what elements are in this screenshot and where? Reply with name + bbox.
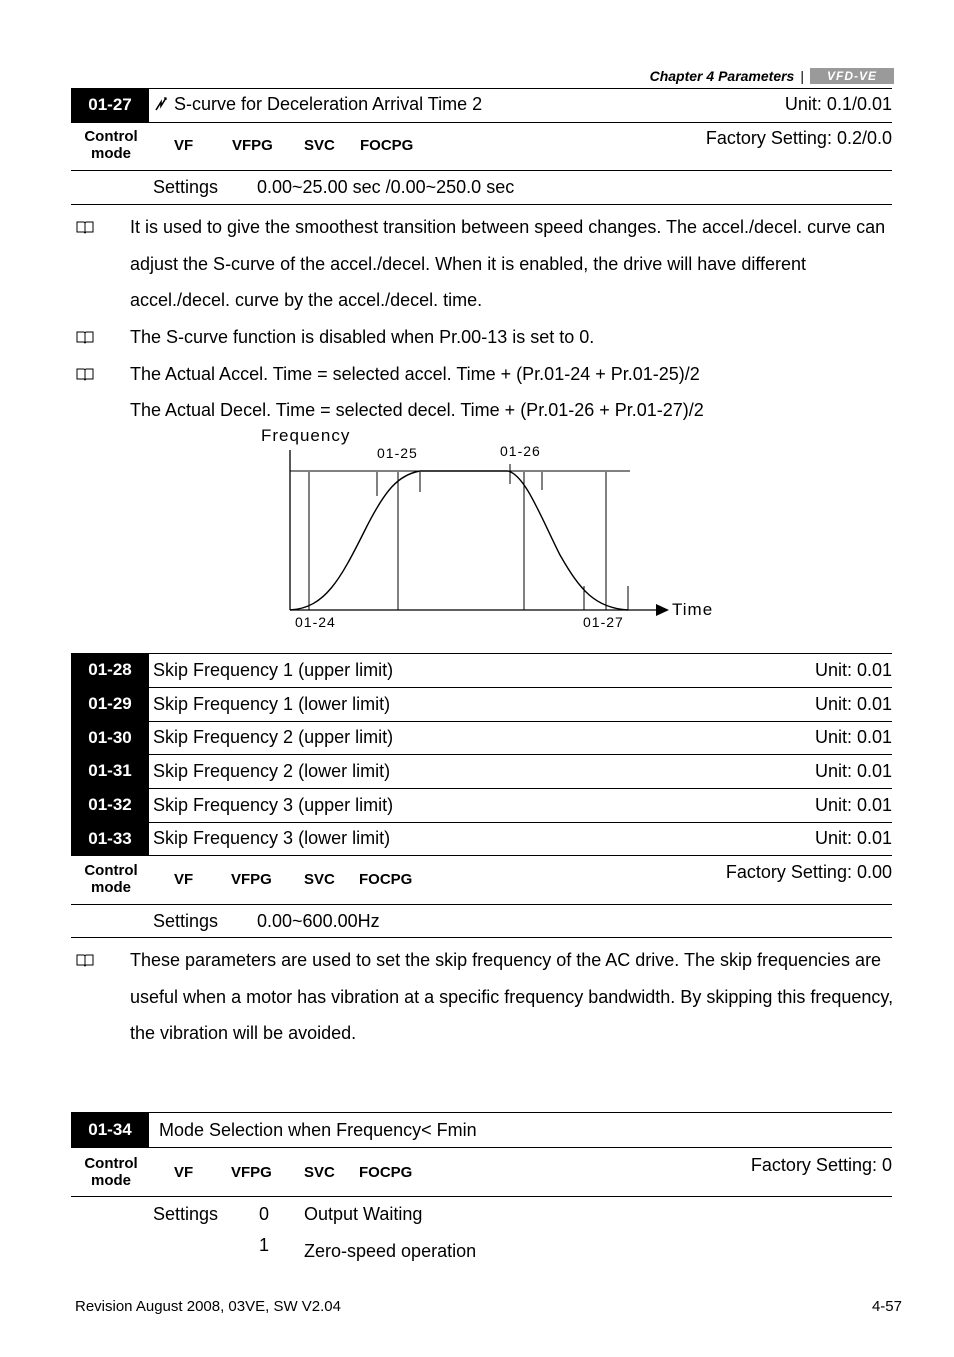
param-unit-01-28: Unit: 0.01: [814, 660, 892, 680]
param-title-01-32: Skip Frequency 3 (upper limit): [153, 795, 394, 815]
mode-vf: VF: [174, 871, 194, 888]
y-axis-label: Frequency: [261, 426, 351, 445]
param-title-01-30: Skip Frequency 2 (upper limit): [153, 727, 394, 747]
divider: [71, 122, 892, 123]
mode-vfpg: VFPG: [232, 137, 273, 154]
book-icon: [76, 367, 94, 381]
param-title-text: S-curve for Deceleration Arrival Time 2: [174, 94, 483, 114]
footer-revision: Revision August 2008, 03VE, SW V2.04: [75, 1298, 341, 1315]
x-axis-arrow: [656, 604, 669, 616]
divider: [71, 88, 892, 89]
label-01-26: 01-26: [500, 443, 541, 459]
param-code-01-27: 01-27: [71, 88, 149, 122]
param-unit-01-32: Unit: 0.01: [814, 795, 892, 815]
s-curve: [290, 471, 628, 610]
param-unit-01-30: Unit: 0.01: [814, 727, 892, 747]
mode-vfpg: VFPG: [231, 871, 272, 888]
param-code-01-29: 01-29: [71, 687, 149, 721]
factory-setting: Factory Setting: 0.2/0.0: [705, 128, 892, 148]
divider: [71, 855, 892, 856]
factory-setting: Factory Setting: 0: [750, 1155, 892, 1175]
label-01-27: 01-27: [583, 614, 624, 630]
param-code-01-31: 01-31: [71, 754, 149, 788]
book-icon: [76, 330, 94, 344]
param-code-01-34: 01-34: [71, 1112, 149, 1147]
divider: [71, 904, 892, 905]
divider: [71, 170, 892, 171]
option-label: Zero-speed operation: [304, 1241, 477, 1261]
param-unit-01-27: Unit: 0.1/0.01: [784, 94, 892, 114]
divider: [71, 204, 892, 205]
option-value: 0: [259, 1204, 270, 1224]
note-text: The Actual Accel. Time = selected accel. Time + (Pr.01-24 + Pr.01-25)/2: [130, 364, 700, 384]
settings-label: Settings: [153, 1204, 219, 1224]
mode-svc: SVC: [304, 871, 335, 888]
divider: [71, 1196, 892, 1197]
param-unit-01-31: Unit: 0.01: [814, 761, 892, 781]
note-text: The S-curve function is disabled when Pr.00-13 is set to 0.: [130, 327, 595, 347]
param-title-01-31: Skip Frequency 2 (lower limit): [153, 761, 391, 781]
param-code-01-32: 01-32: [71, 788, 149, 822]
param-unit-01-29: Unit: 0.01: [814, 694, 892, 714]
option-label: Output Waiting: [304, 1204, 423, 1224]
book-icon: [76, 953, 94, 967]
x-axis-label: Time: [672, 600, 714, 619]
param-title-01-33: Skip Frequency 3 (lower limit): [153, 828, 391, 848]
control-mode-label: Control mode: [84, 128, 138, 162]
mode-vf: VF: [174, 1164, 194, 1181]
label-01-25: 01-25: [377, 445, 418, 461]
param-code-01-30: 01-30: [71, 721, 149, 754]
divider: [149, 687, 892, 688]
note-text: It is used to give the smoothest transition between speed changes. The accel./decel. curve can adjust the S-curve of the accel./decel. When it is enabled, the drive will have different accel./decel. curve by the accel./decel. time.: [130, 217, 886, 310]
param-code-01-28: 01-28: [71, 653, 149, 687]
mode-focpg: FOCPG: [359, 1164, 413, 1181]
divider: [149, 788, 892, 789]
note-continuation: The Actual Decel. Time = selected decel. Time + (Pr.01-26 + Pr.01-27)/2: [130, 400, 704, 420]
chapter-title: Chapter 4 Parameters: [649, 68, 795, 84]
divider: [149, 721, 892, 722]
control-mode-label: Control mode: [84, 862, 138, 896]
divider: [71, 1112, 892, 1113]
mode-svc: SVC: [304, 137, 335, 154]
mode-vfpg: VFPG: [231, 1164, 272, 1181]
param-title-01-28: Skip Frequency 1 (upper limit): [153, 660, 394, 680]
label-01-24: 01-24: [295, 614, 336, 630]
mode-svc: SVC: [304, 1164, 335, 1181]
header-separator: |: [800, 68, 804, 84]
divider: [71, 653, 892, 654]
param-title-01-27: [153, 94, 482, 115]
mode-focpg: FOCPG: [360, 137, 414, 154]
book-icon: [76, 220, 94, 234]
settings-label: Settings: [153, 177, 219, 197]
divider: [71, 1147, 892, 1148]
param-code-01-33: 01-33: [71, 822, 149, 855]
note-text: These parameters are used to set the skip frequency of the AC drive. The skip frequencies are useful when a motor has vibration at a specific frequency bandwidth. By skipping this frequency, the vibration will be avoided.: [130, 950, 894, 1043]
footer-page-number: 4-57: [871, 1298, 902, 1315]
divider: [71, 937, 892, 938]
settings-value: 0.00~25.00 sec /0.00~250.0 sec: [257, 177, 515, 197]
divider: [149, 754, 892, 755]
vfd-ve-logo: VFD-VE: [810, 68, 894, 84]
mode-focpg: FOCPG: [359, 871, 413, 888]
param-title-01-34: Mode Selection when Frequency< Fmin: [159, 1120, 477, 1140]
settings-value: 0.00~600.00Hz: [257, 911, 380, 931]
mode-vf: VF: [174, 137, 194, 154]
divider: [149, 822, 892, 823]
s-curve-diagram: [250, 420, 730, 635]
factory-setting: Factory Setting: 0.00: [725, 862, 892, 882]
param-unit-01-33: Unit: 0.01: [814, 828, 892, 848]
control-mode-label: Control mode: [84, 1155, 138, 1189]
option-value: 1: [259, 1235, 270, 1255]
run-time-settable-icon: [153, 96, 169, 112]
param-title-01-29: Skip Frequency 1 (lower limit): [153, 694, 391, 714]
page-header: [650, 68, 894, 84]
settings-label: Settings: [153, 911, 219, 931]
